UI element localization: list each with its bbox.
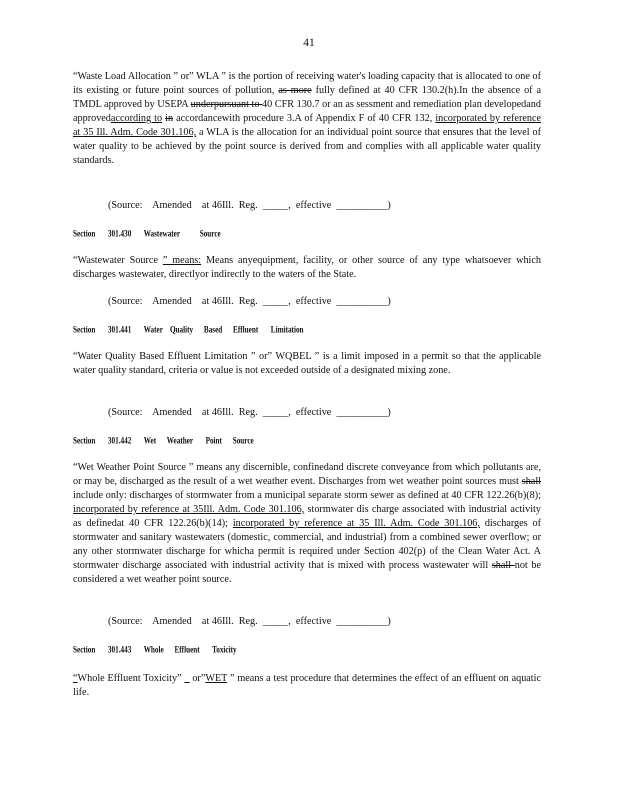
text-run: “Wastewater Source [73, 255, 163, 266]
text-run: include only: discharges of stormwater from a municipal separate storm sewer as defined at 40 CFR 122.26(b)(8); [73, 490, 541, 501]
definition-wqbel: “Water Quality Based Effluent Limitation ” or” WQBEL ” is a limit imposed in a permit so that the applicable water quality standard, criteria or value is not exceeded outside of a designated mixing zone. [73, 351, 541, 376]
inserted-text: WET [205, 673, 228, 684]
source-note: (Source: Amended at 46Ill. Reg. _____, effective __________) [108, 616, 391, 627]
inserted-text: incorporated by reference at 35 Ill. Adm. Code 301.106, [73, 113, 541, 138]
source-note: (Source: Amended at 46Ill. Reg. _____, effective __________) [108, 407, 391, 418]
section-heading-301-430: Section 301.430 Wastewater Source [73, 229, 221, 239]
text-run: accordancewith procedure 3.A of Appendix F of 40 CFR 132, [173, 113, 436, 124]
definition-wet-weather-point-source [73, 461, 541, 587]
page-number: 41 [303, 37, 315, 49]
source-note: (Source: Amended at 46Ill. Reg. _____, effective __________) [108, 296, 391, 307]
text-run: discharges of stormwater and sanitary wastewaters (domestic, commercial, and industrial) from a combined sewer overflow; or any other stormwater discharge for whicha permit is required under Section 402(p) of the Clean Water Act. A stormwater discharge associated with industrial activity that is mixed with process wastewater will [73, 518, 541, 571]
inserted-text: ” means: [162, 255, 202, 266]
definition-wastewater-source [73, 254, 541, 282]
source-note: (Source: Amended at 46Ill. Reg. _____, effective __________) [108, 200, 391, 211]
text-run: stormwater dis charge associated with industrial activity as definedat 40 CFR 122.26(b)(14); [73, 504, 541, 529]
deleted-text: in [165, 113, 174, 124]
text-run: ” means a test procedure that determines the effect of an effluent on aquatic life. [73, 673, 541, 698]
inserted-text: incorporated by reference at 35 Ill. Adm. Code 301.106, [232, 518, 480, 529]
text-run: Means anyequipment, facility, or other source of any type whatsoever which discharges wastewater, directlyor indirectly to the waters of the State. [73, 255, 541, 280]
text-run: “Waste Load Allocation ” or” WLA ” is the portion of receiving water's loading capacity that is allocated to one of its existing or future point sources of pollution, [73, 71, 541, 96]
text-run: “Wet Weather Point Source ” means any discernible, confinedand discrete conveyance from which pollutants are, or may be, discharged as the result of a wet weather event. Discharges from wet weather point sources must [73, 462, 541, 487]
text-run: fully defined at 40 CFR 130.2(h).In the absence of a TMDL approved by USEPA [73, 85, 541, 110]
text-run: Whole Effluent Toxicity” [77, 673, 185, 684]
text-run: 40 CFR 130.7 or an as sessment and remediation plan developedand approved [73, 99, 541, 124]
section-heading-301-443: Section 301.443 Whole Effluent Toxicity [73, 645, 237, 655]
text-run: or” [189, 673, 206, 684]
definition-wla [73, 70, 541, 168]
deleted-text: as more [278, 85, 312, 96]
deleted-text: shall [521, 476, 541, 487]
section-heading-301-441: Section 301.441 Water Quality Based Effluent Limitation [73, 325, 304, 335]
inserted-text: _ [184, 673, 190, 684]
text-run: not be considered a wet weather point source. [73, 560, 542, 585]
section-heading-301-442: Section 301.442 Wet Weather Point Source [73, 436, 254, 446]
inserted-text: according to [110, 113, 163, 124]
deleted-text: underpursuant to [190, 99, 263, 110]
text-run: a WLA is the allocation for an individual point source that ensures that the level of water quality to be achieved by the point source is derived from and complies with all applicable water quality standards. [73, 127, 541, 166]
deleted-text: shall [491, 560, 515, 571]
definition-whole-effluent-toxicity [73, 672, 541, 700]
inserted-text: “ [73, 673, 78, 684]
inserted-text: incorporated by reference at 35Ill. Adm. Code 301.106, [73, 504, 305, 515]
